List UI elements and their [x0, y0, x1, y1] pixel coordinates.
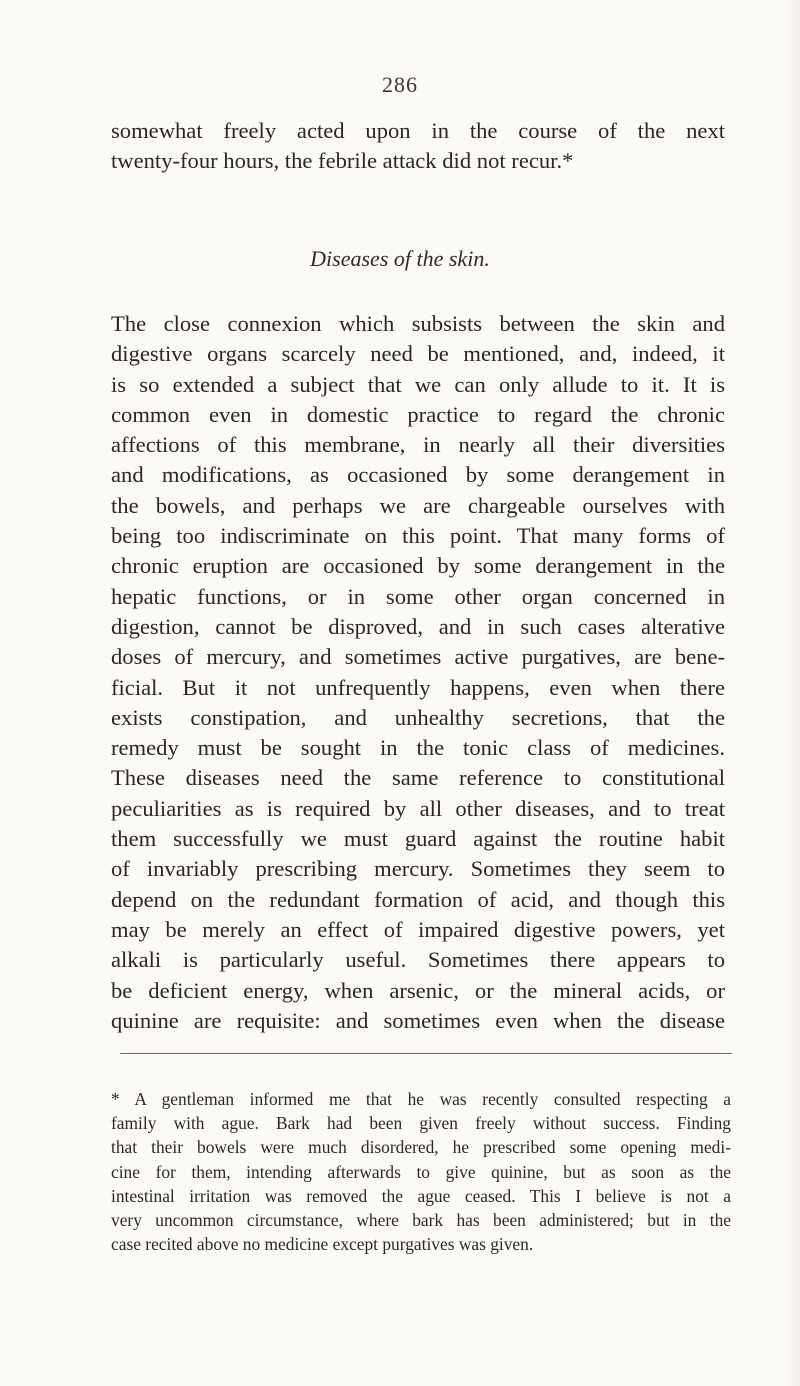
text-line: be deficient energy, when arsenic, or the mineral acids, or: [111, 977, 725, 1003]
text-line: being too indiscriminate on this point. That many forms of: [111, 523, 725, 549]
text-line: These diseases need the same reference to constitutional: [111, 765, 725, 791]
text-line: digestive organs scarcely need be mentioned, and, indeed, it: [111, 341, 725, 367]
footnote-line: case recited above no medicine except purgatives was given.: [111, 1234, 534, 1255]
text-line: ficial. But it not unfrequently happens, even when there: [111, 674, 725, 700]
footnote-line: * A gentleman informed me that he was recently consulted respecting a: [111, 1089, 731, 1109]
text-line: alkali is particularly useful. Sometimes there appears to: [111, 947, 725, 973]
text-line: somewhat freely acted upon in the course of the next: [111, 118, 725, 143]
footnote-line: cine for them, intending afterwards to give quinine, but as soon as the: [111, 1161, 731, 1182]
page-number: 286: [382, 72, 418, 97]
text-line: doses of mercury, and sometimes active purgatives, are bene-: [111, 644, 725, 670]
text-line: digestion, cannot be disproved, and in such cases alterative: [111, 613, 725, 639]
text-line: is so extended a subject that we can only allude to it. It is: [111, 371, 725, 397]
footnote: [111, 1087, 731, 1256]
opening-paragraph: [111, 116, 725, 177]
footnote-line: very uncommon circumstance, where bark has been administered; but in the: [111, 1210, 731, 1231]
text-line: The close connexion which subsists between the skin and: [111, 311, 725, 336]
text-line: twenty-four hours, the febrile attack did not recur.*: [111, 148, 574, 174]
text-line: hepatic functions, or in some other organ concerned in: [111, 583, 725, 609]
text-line: depend on the redundant formation of acid, and though this: [111, 886, 725, 912]
text-line: the bowels, and perhaps we are chargeable ourselves with: [111, 492, 725, 518]
text-line: of invariably prescribing mercury. Sometimes they seem to: [111, 856, 725, 882]
text-line: peculiarities as is required by all other diseases, and to treat: [111, 795, 725, 821]
text-line: common even in domestic practice to regard the chronic: [111, 401, 725, 427]
main-paragraph: [111, 309, 725, 1036]
footnote-line: family with ague. Bark had been given freely without success. Finding: [111, 1113, 731, 1134]
footnote-line: intestinal irritation was removed the ague ceased. This I believe is not a: [111, 1185, 731, 1206]
text-line: and modifications, as occasioned by some derangement in: [111, 462, 725, 488]
text-line: affections of this membrane, in nearly all their diversities: [111, 432, 725, 458]
text-line: may be merely an effect of impaired digestive powers, yet: [111, 916, 725, 942]
text-line: chronic eruption are occasioned by some derangement in the: [111, 553, 725, 579]
section-heading: Diseases of the skin.: [310, 246, 490, 271]
text-line: exists constipation, and unhealthy secretions, that the: [111, 704, 725, 730]
text-line: remedy must be sought in the tonic class of medicines.: [111, 735, 725, 761]
footnote-line: that their bowels were much disordered, he prescribed some opening medi-: [111, 1137, 731, 1158]
text-line: them successfully we must guard against the routine habit: [111, 826, 725, 852]
text-line: quinine are requisite: and sometimes even when the disease: [111, 1007, 725, 1033]
page-edge-shadow: [786, 0, 800, 1386]
footnote-divider: [120, 1053, 732, 1054]
